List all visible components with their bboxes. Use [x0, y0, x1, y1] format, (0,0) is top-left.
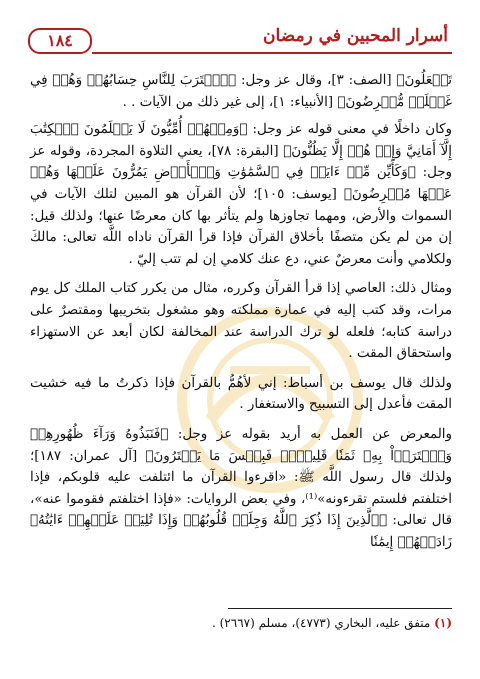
page-header: [28, 24, 452, 58]
paragraph-5: والمعرض عن العمل به أريد بقوله عز وجل: ﴿فَنَبَذُوهُ وَرَآءَ ظُهُورِهِمۡ وَٱشۡتَرَوۡاْ بِهِۦ ثَمَنٗا قَلِيلٗاۖ فَبِئۡسَ مَا يَشۡتَرُونَ﴾ [آل عمران: ١٨٧]؛ ولذلك قال رسول اللَّه ﷺ: «اقرءوا القرآن ما ائتلفت عليه قلوبكم، فإذا اختلفتم فلستم تقرءونه»⁽¹⁾، وفي بعض الروايات: «فإذا اختلفتم فقوموا عنه»، قال تعالى: ﴿ٱلَّذِينَ إِذَا ذُكِرَ ٱللَّهُ وَجِلَتۡ قُلُوبُهُمۡ وَإِذَا تُلِيَتۡ عَلَيۡهِمۡ ءَايَٰتُهُۥ زَادَتۡهُمۡ إِيمَٰنٗا: [30, 426, 453, 550]
header-rule: [92, 52, 452, 54]
book-title: أسرار المحبين في رمضان: [263, 26, 448, 46]
paragraph-2: وكان داخلًا في معنى قوله عز وجل: ﴿وَمِنۡهُمۡ أُمِّيُّونَ لَا يَعۡلَمُونَ ٱلۡكِتَٰبَ إِلَّآ أَمَانِيَّ وَإِنۡ هُمۡ إِلَّا يَظُنُّونَ﴾ [البقرة: ٧٨]، يعني التلاوة المجردة، وقوله عز وجل: ﴿وَكَأَيِّن مِّنۡ ءَايَةٖ فِي ٱلسَّمَٰوَٰتِ وَٱلۡأَرۡضِ يَمُرُّونَ عَلَيۡهَا وَهُمۡ عَنۡهَا مُعۡرِضُونَ﴾ [يوسف: ١٠٥]؛ لأن القرآن هو المبين لتلك الآيات في السموات والأرض، ومهما تجاوزها ولم يتأثر بها كان معرضًا عنها؛ ولذلك قيل: إن من لم يكن متصفًا بأخلاق القرآن فإذا قرأ القرآن ناداه اللَّه تعالى: مالكَ ولكلامي وأنت معرضٌ عني، دع عنك كلامي إن لم تتب إليّ .: [30, 122, 452, 267]
footnote-marker: (١): [434, 616, 452, 630]
page-number: ١٨٤: [28, 28, 92, 54]
paragraph-4: ولذلك قال يوسف بن أسباط: إني لأهُمُّ بالقرآن فإذا ذكرتُ ما فيه خشيت المقت فأعدل إلى التسبيح والاستغفار .: [30, 375, 452, 413]
footnote-rule: [228, 608, 452, 609]
footnote: [28, 614, 452, 632]
main-text: [30, 70, 452, 561]
paragraph-3: ومثال ذلك: العاصي إذا قرأ القرآن وكرره، مثال من يكرر كتاب الملك كل يوم مرات، وقد كتب إليه في عمارة مملكته وهو مشغول بتخريبها ومقتصرٌ على دراسة كتابه؛ فلعله لو ترك الدراسة عند المخالفة لكان أبعد عن الاستهزاء واستحقاق المقت .: [30, 281, 452, 362]
footnote-text: متفق عليه، البخاري (٤٧٧٣)، مسلم (٢٦٦٧) .: [211, 616, 431, 630]
paragraph-1: تَفۡعَلُونَ﴾ [الصف: ٣]، وقال عز وجل: ﴿ٱقۡتَرَبَ لِلنَّاسِ حِسَابُهُمۡ وَهُمۡ فِي غَفۡلَةٖ مُّعۡرِضُونَ﴾ [الأنبياء: ١]، إلى غير ذلك من الآيات . .: [30, 73, 452, 110]
